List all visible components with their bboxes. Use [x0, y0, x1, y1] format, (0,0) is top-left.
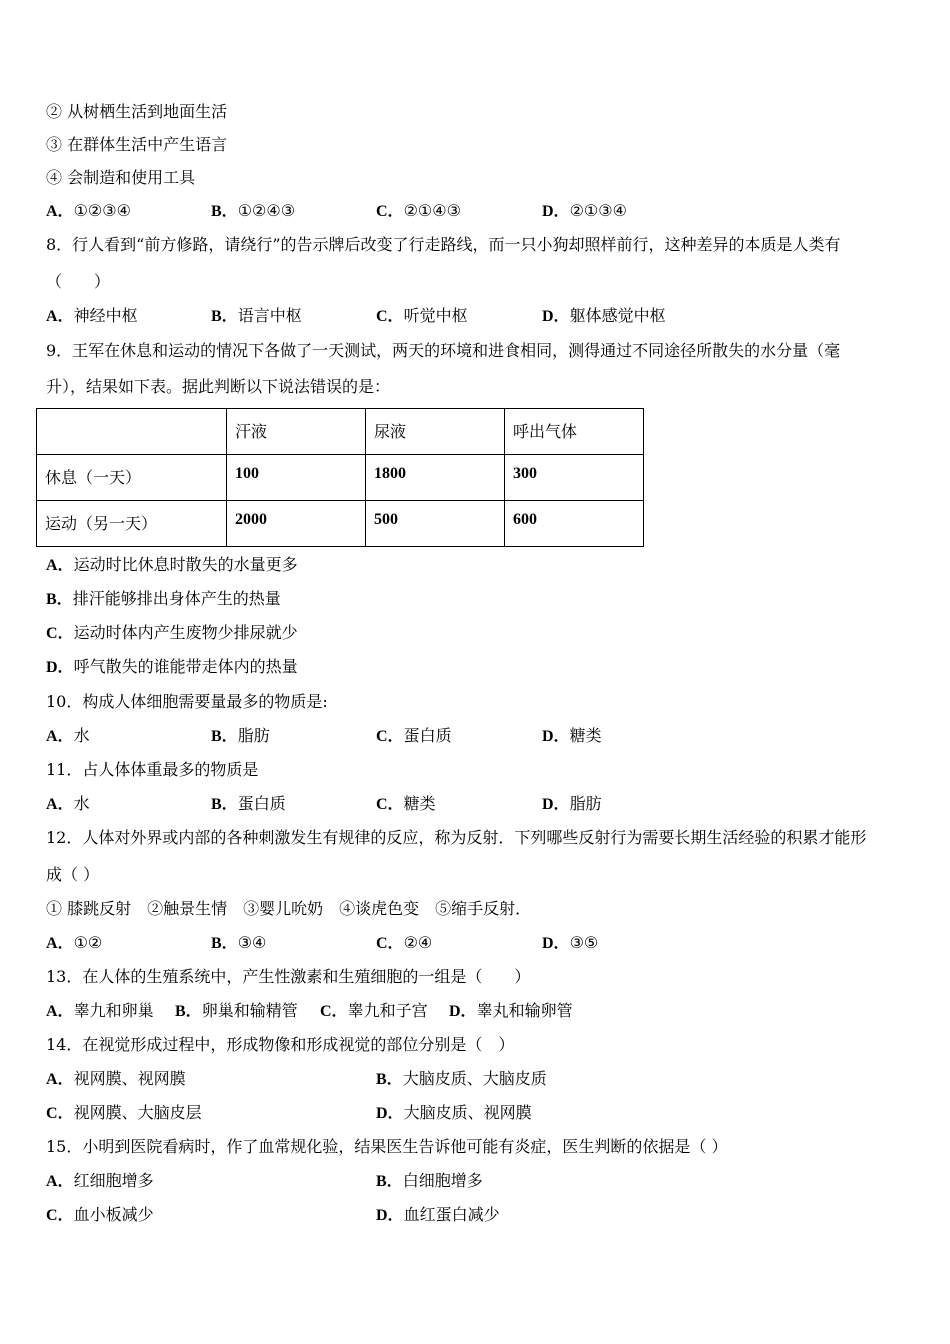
table-cell: 500 [366, 501, 505, 547]
q10-option-c: C．蛋白质 [376, 726, 452, 745]
q15-option-d: D．血红蛋白减少 [376, 1205, 500, 1224]
q7-option-b: B．①②④③ [211, 201, 296, 220]
q8-option-a: A．神经中枢 [46, 306, 138, 325]
q8-option-c: C．听觉中枢 [376, 306, 468, 325]
q9-option-c: C．运动时体内产生废物少排尿就少 [46, 623, 298, 642]
q11-stem: 11．占人体体重最多的物质是 [46, 760, 259, 779]
q9-option-d: D．呼气散失的谁能带走体内的热量 [46, 657, 298, 676]
q14-stem: 14．在视觉形成过程中，形成物像和形成视觉的部位分别是（ ） [46, 1035, 515, 1054]
table-row [37, 455, 644, 501]
table-cell: 600 [505, 501, 644, 547]
q7-option-c: C．②①④③ [376, 201, 461, 220]
table-cell: 1800 [366, 455, 505, 501]
table-cell: 运动（另一天） [37, 501, 227, 547]
q12-option-b: B．③④ [211, 933, 267, 952]
q11-option-b: B．蛋白质 [211, 794, 286, 813]
table-row [37, 501, 644, 547]
q10-option-b: B．脂肪 [211, 726, 270, 745]
q14-option-a: A．视网膜、视网膜 [46, 1069, 186, 1088]
q14-option-d: D．大脑皮质、视网膜 [376, 1103, 532, 1122]
q13-option-d: D．睾丸和输卵管 [449, 1001, 573, 1020]
table-cell: 休息（一天） [37, 455, 227, 501]
q13-stem: 13．在人体的生殖系统中，产生性激素和生殖细胞的一组是（ ） [46, 967, 531, 986]
q12-option-d: D．③⑤ [542, 933, 599, 952]
q7-item-2: ② 从树栖生活到地面生活 [46, 102, 228, 121]
q15-option-c: C．血小板减少 [46, 1205, 154, 1224]
q12-option-a: A．①② [46, 933, 103, 952]
table-cell: 2000 [227, 501, 366, 547]
q8-option-b: B．语言中枢 [211, 306, 302, 325]
q11-option-c: C．糖类 [376, 794, 436, 813]
q14-option-c: C．视网膜、大脑皮层 [46, 1103, 202, 1122]
table-header-cell: 呼出气体 [505, 409, 644, 455]
q7-item-3: ③ 在群体生活中产生语言 [46, 135, 228, 154]
q8-option-d: D．躯体感觉中枢 [542, 306, 666, 325]
q12-items: ① 膝跳反射 ②触景生情 ③婴儿吮奶 ④谈虎色变 ⑤缩手反射． [46, 899, 532, 918]
q12-stem-line2: 成（ ） [46, 865, 100, 884]
q11-option-d: D．脂肪 [542, 794, 602, 813]
q7-item-4: ④ 会制造和使用工具 [46, 168, 196, 187]
q9-stem-line1: 9．王军在休息和运动的情况下各做了一天测试，两天的环境和进食相同，测得通过不同途径所散失的水分量（毫 [46, 341, 841, 360]
q7-option-d: D．②①③④ [542, 201, 627, 220]
table-header-cell: 汗液 [227, 409, 366, 455]
q15-stem: 15．小明到医院看病时，作了血常规化验，结果医生告诉他可能有炎症，医生判断的依据是（ ） [46, 1137, 728, 1156]
q9-option-a: A．运动时比休息时散失的水量更多 [46, 555, 298, 574]
q7-option-a: A．①②③④ [46, 201, 131, 220]
q13-option-c: C．睾九和子宫 [320, 1001, 428, 1020]
table-cell: 300 [505, 455, 644, 501]
table-header-cell [37, 409, 227, 455]
q11-option-a: A．水 [46, 794, 90, 813]
q13-option-a: A．睾九和卵巢 [46, 1001, 154, 1020]
q15-option-b: B．白细胞增多 [376, 1171, 483, 1190]
table-cell: 100 [227, 455, 366, 501]
table-header-row [37, 409, 644, 455]
q15-option-a: A．红细胞增多 [46, 1171, 154, 1190]
q8-stem-line2: （ ） [46, 272, 111, 291]
q8-stem-line1: 8．行人看到“前方修路，请绕行”的告示牌后改变了行走路线，而一只小狗却照样前行，这种差异的本质是人类有 [46, 235, 841, 254]
water-loss-table [36, 408, 644, 547]
q9-stem-line2: 升），结果如下表。据此判断以下说法错误的是： [46, 377, 391, 396]
table-header-cell: 尿液 [366, 409, 505, 455]
q12-stem-line1: 12．人体对外界或内部的各种刺激发生有规律的反应，称为反射．下列哪些反射行为需要长期生活经验的积累才能形 [46, 828, 867, 847]
q10-stem: 10．构成人体细胞需要量最多的物质是: [46, 692, 328, 711]
q10-option-a: A．水 [46, 726, 90, 745]
q13-option-b: B．卵巢和输精管 [175, 1001, 298, 1020]
q9-option-b: B．排汗能够排出身体产生的热量 [46, 589, 281, 608]
q12-option-c: C．②④ [376, 933, 433, 952]
q14-option-b: B．大脑皮质、大脑皮质 [376, 1069, 547, 1088]
q10-option-d: D．糖类 [542, 726, 602, 745]
